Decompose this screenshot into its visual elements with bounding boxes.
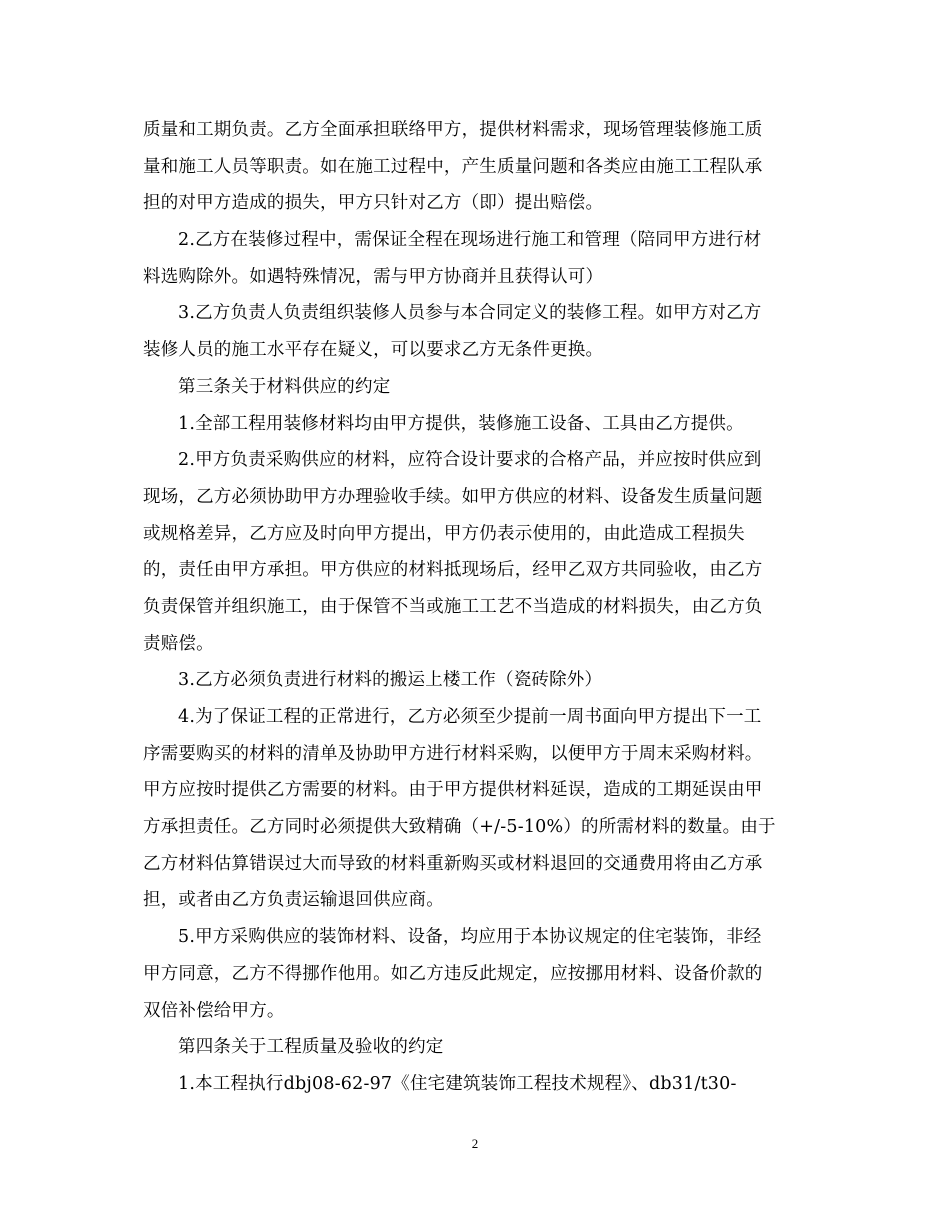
document-body [143, 112, 813, 1103]
text-line: 2.乙方在装修过程中，需保证全程在现场进行施工和管理（陪同甲方进行材 [178, 230, 762, 251]
text-line: 1.全部工程用装修材料均由甲方提供，装修施工设备、工具由乙方提供。 [178, 413, 744, 434]
text-line: 现场，乙方必须协助甲方办理验收手续。如甲方供应的材料、设备发生质量问题 [143, 486, 763, 507]
text-line: 担，或者由乙方负责运输退回供应商。 [143, 890, 444, 911]
text-line: 乙方材料估算错误过大而导致的材料重新购买或材料退回的交通费用将由乙方承 [143, 853, 763, 874]
text-line: 2.甲方负责采购供应的材料，应符合设计要求的合格产品，并应按时供应到 [178, 450, 762, 471]
text-line: 第四条关于工程质量及验收的约定 [178, 1037, 444, 1058]
text-line: 负责保管并组织施工，由于保管不当或施工工艺不当造成的材料损失，由乙方负 [143, 596, 763, 617]
text-line: 甲方应按时提供乙方需要的材料。由于甲方提供材料延误，造成的工期延误由甲 [143, 780, 763, 801]
text-line: 甲方同意，乙方不得挪作他用。如乙方违反此规定，应按挪用材料、设备价款的 [143, 963, 763, 984]
text-line: 序需要购买的材料的清单及协助甲方进行材料采购，以便甲方于周末采购材料。 [143, 743, 763, 764]
text-line: 1.本工程执行dbj08-62-97《住宅建筑装饰工程技术规程》、db31/t30- [178, 1073, 737, 1094]
text-line: 装修人员的施工水平存在疑义，可以要求乙方无条件更换。 [143, 340, 604, 361]
text-line: 责赔偿。 [143, 633, 214, 654]
text-line: 双倍补偿给甲方。 [143, 1000, 285, 1021]
text-line: 4.为了保证工程的正常进行，乙方必须至少提前一周书面向甲方提出下一工 [178, 707, 762, 727]
text-line: 担的对甲方造成的损失，甲方只针对乙方（即）提出赔偿。 [143, 193, 604, 214]
text-line: 质量和工期负责。乙方全面承担联络甲方，提供材料需求，现场管理装修施工质 [143, 120, 763, 140]
text-line: 或规格差异，乙方应及时向甲方提出，甲方仍表示使用的，由此造成工程损失 [143, 523, 745, 544]
text-line: 5.甲方采购供应的装饰材料、设备，均应用于本协议规定的住宅装饰，非经 [178, 927, 762, 948]
text-line: 量和施工人员等职责。如在施工过程中，产生质量问题和各类应由施工工程队承 [143, 156, 763, 177]
text-line: 方承担责任。乙方同时必须提供大致精确（+/-5-10%）的所需材料的数量。由于 [143, 817, 776, 838]
page-number: 2 [471, 1136, 479, 1151]
text-line: 3.乙方负责人负责组织装修人员参与本合同定义的装修工程。如甲方对乙方 [178, 303, 762, 324]
text-line: 第三条关于材料供应的约定 [178, 376, 391, 397]
text-line: 的，责任由甲方承担。甲方供应的材料抵现场后，经甲乙双方共同验收，由乙方 [143, 560, 763, 581]
text-line: 料选购除外。如遇特殊情况，需与甲方协商并且获得认可） [143, 266, 604, 287]
text-line: 3.乙方必须负责进行材料的搬运上楼工作（瓷砖除外） [178, 670, 603, 691]
